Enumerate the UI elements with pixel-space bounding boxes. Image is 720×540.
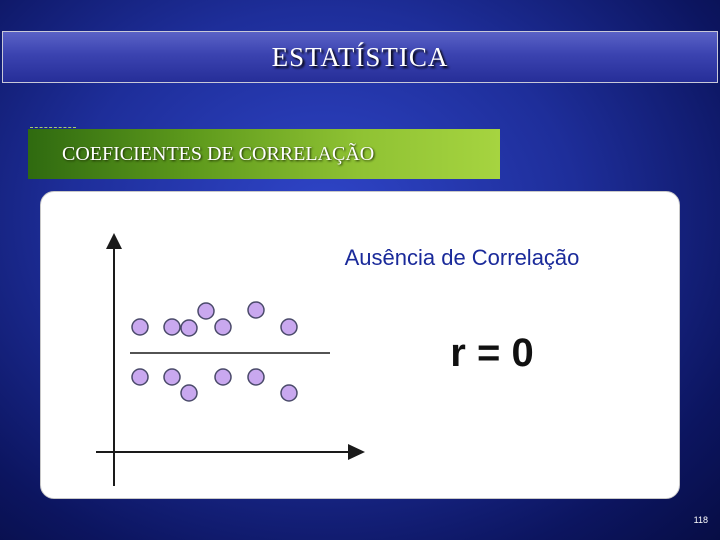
scatter-point — [132, 319, 148, 335]
scatter-point — [248, 369, 264, 385]
page-number: 118 — [693, 515, 708, 525]
slide-subtitle: COEFICIENTES DE CORRELAÇÃO — [62, 142, 375, 165]
scatter-point — [132, 369, 148, 385]
x-axis-arrow — [348, 444, 365, 460]
scatter-point — [198, 303, 214, 319]
correlation-value: r = 0 — [450, 331, 534, 375]
scatter-point — [181, 385, 197, 401]
scatter-point — [181, 320, 197, 336]
scatter-point — [164, 319, 180, 335]
scatter-point — [215, 369, 231, 385]
y-axis-arrow — [106, 233, 122, 249]
scatter-point — [281, 385, 297, 401]
scatter-point — [248, 302, 264, 318]
slide-title: ESTATÍSTICA — [271, 41, 449, 72]
scatter-point — [164, 369, 180, 385]
points-group — [132, 302, 297, 401]
scatter-point — [215, 319, 231, 335]
figure-heading: Ausência de Correlação — [344, 245, 580, 270]
scatter-point — [281, 319, 297, 335]
